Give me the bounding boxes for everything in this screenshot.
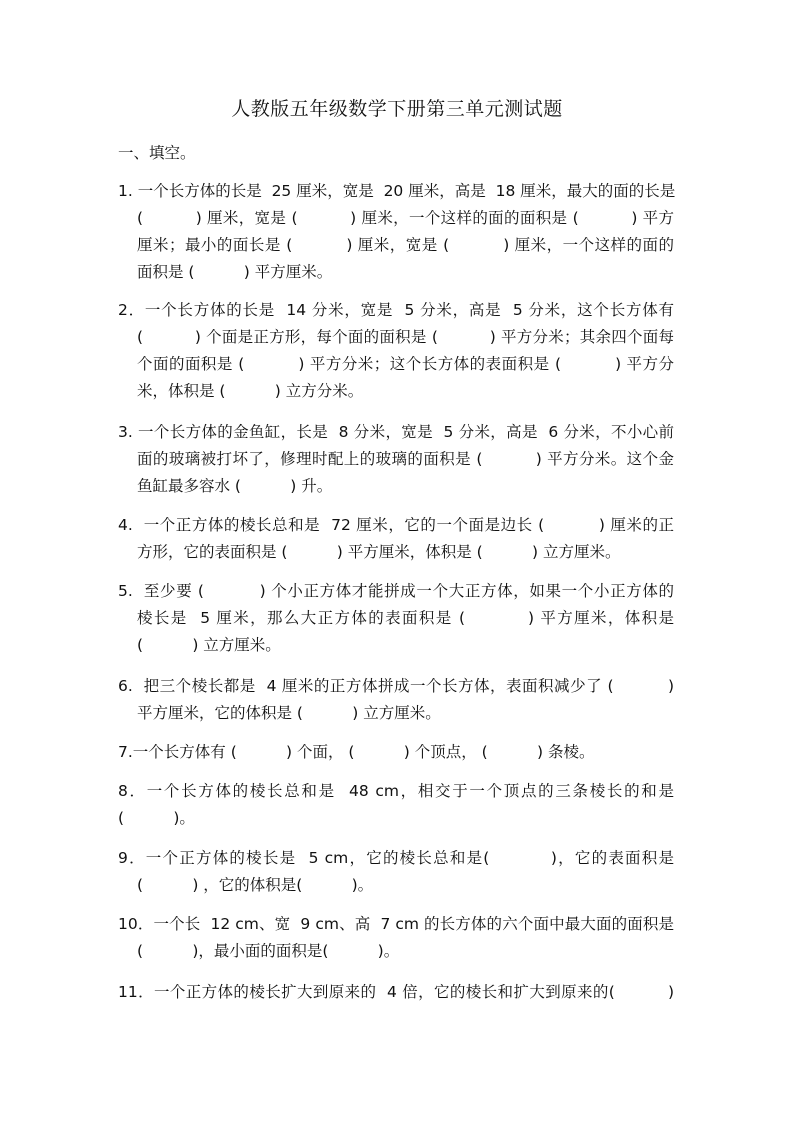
question-2-line-2: ( ) 个面是正方形，每个面的面积是 ( ) 平方分米；其余四个面每: [137, 328, 674, 346]
question-6-line-1: 6. 把三个棱长都是 4 厘米的正方体拼成一个长方体，表面积减少了 ( ): [118, 677, 674, 695]
question-4-line-1: 4. 一个正方体的棱长总和是 72 厘米，它的一个面是边长 ( ) 厘米的正: [118, 516, 674, 534]
question-5-line-3: ( ) 立方厘米。: [137, 636, 281, 654]
question-4-line-2: 方形，它的表面积是 ( ) 平方厘米，体积是 ( ) 立方厘米。: [137, 543, 621, 561]
question-3-line-3: 鱼缸最多容水 ( ) 升。: [137, 477, 333, 495]
section-heading: 一、填空。: [118, 144, 196, 162]
question-1-line-1: 1. 一个长方体的长是 25 厘米，宽是 20 厘米，高是 18 厘米，最大的面的长是: [118, 182, 676, 200]
worksheet-title: 人教版五年级数学下册第三单元测试题: [231, 98, 563, 120]
question-10-line-1: 10．一个长 12 cm、宽 9 cm、高 7 cm 的长方体的六个面中最大面的面积是: [118, 915, 674, 933]
question-1-line-3: 厘米；最小的面长是 ( ) 厘米，宽是 ( ) 厘米，一个这样的面的: [137, 236, 674, 254]
question-10-line-2: ( )，最小面的面积是( )。: [137, 942, 400, 960]
question-1-line-4: 面积是 ( ) 平方厘米。: [137, 263, 333, 281]
question-8-line-2: ( )。: [118, 809, 195, 827]
question-2-line-3: 个面的面积是 ( ) 平方分米；这个长方体的表面积是 ( ) 平方分: [137, 355, 674, 373]
question-9-line-1: 9．一个正方体的棱长是 5 cm，它的棱长总和是( )，它的表面积是: [118, 849, 674, 867]
question-3-line-2: 面的玻璃被打坏了，修理时配上的玻璃的面积是 ( ) 平方分米。这个金: [137, 450, 674, 468]
question-2-line-1: 2．一个长方体的长是 14 分米，宽是 5 分米，高是 5 分米，这个长方体有: [118, 301, 674, 319]
question-5-line-2: 棱长是 5 厘米，那么大正方体的表面积是 ( ) 平方厘米，体积是: [137, 609, 674, 627]
question-9-line-2: ( ) ，它的体积是( )。: [137, 876, 374, 894]
question-5-line-1: 5. 至少要 ( ) 个小正方体才能拼成一个大正方体，如果一个小正方体的: [118, 582, 674, 600]
question-3-line-1: 3. 一个长方体的金鱼缸，长是 8 分米，宽是 5 分米，高是 6 分米，不小心前: [118, 423, 674, 441]
question-11-line-1: 11．一个正方体的棱长扩大到原来的 4 倍，它的棱长和扩大到原来的( ): [118, 983, 674, 1001]
question-1-line-2: ( ) 厘米，宽是 ( ) 厘米，一个这样的面的面积是 ( ) 平方: [137, 209, 674, 227]
question-7-line-1: 7.一个长方体有 ( ) 个面， ( ) 个顶点， ( ) 条棱。: [118, 743, 595, 761]
question-2-line-4: 米，体积是 ( ) 立方分米。: [137, 382, 364, 400]
question-8-line-1: 8．一个长方体的棱长总和是 48 cm，相交于一个顶点的三条棱长的和是: [118, 782, 674, 800]
question-6-line-2: 平方厘米，它的体积是 ( ) 立方厘米。: [137, 704, 441, 722]
